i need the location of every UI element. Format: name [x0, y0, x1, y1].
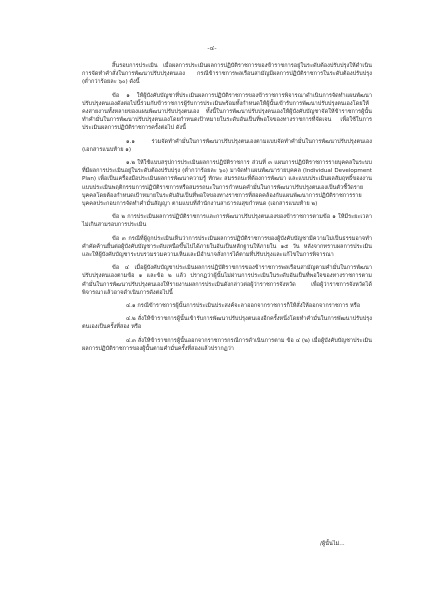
paragraph-clause-4: ข้อ ๔ เมื่อผู้บังคับบัญชาประเมินผลการปฏิบัติราชการของข้าราชการพลเรือนสามัญตามคำมั่นในการพัฒนาปรับปรุงตนเองตามข้อ ๑ และข้อ ๒ แล้ว ปรากฏว่าผู้นั้นไม่ผ่านการประเมินในระดับอันเป็นที่พอใจของทางราชการตามคำมั่นในการพัฒนาปรับปรุงตนเองให้รายงานผลการประเมินดังกล่าวต่อผู้ว่าราชการจังหวัด เพื่อผู้ว่าราชการจังหวัดได้พิจารณาแล้วอาจดำเนินการดังต่อไปนี้: [82, 265, 372, 296]
paragraph-clause-3: ข้อ ๓ กรณีที่ผู้ถูกประเมินเห็นว่าการประเมินผลการปฏิบัติราชการของผู้บังคับบัญชามีความไม่เป็นธรรมอาจทำคำคัดค้านยื่นต่อผู้บังคับบัญชาระดับเหนือขึ้นไปได้ภายในอันเป็นหลักฐานให้ภายใน ๑๕ วัน หลังจากทราบผลการประเมินและให้ผู้บังคับบัญชาระบบรวมรวมความเห็นและมีอำนาจสั่งการได้ตามที่ปรับปรุงและแก้ไขในการพิจารณา: [82, 235, 372, 259]
paragraph-intro: สิ้นรอบการประเมิน เมื่อผลการประเมินผลการปฏิบัติราชการของข้าราชการอยู่ในระดับต้องปรับปรุงให้ดำเนินการจัดทำคำสั่งในการพัฒนาปรับปรุงตนเอง กรณีข้าราชการพลเรือนสามัญมีผลการปฏิบัติราชการในระดับต้องปรับปรุง (ต่ำกว่าร้อยละ ๖๐) ดังนี้: [82, 63, 372, 86]
page-number: -๔-: [207, 45, 217, 52]
paragraph-clause-1-2: ๑.๒ ให้ใช้แบบสรุปการประเมินผลการปฏิบัติราชการ ส่วนที่ ๓ แผนการปฏิบัติราชการรายบุคคลในระบบที่มีผลการประเมินอยู่ในระดับต้องปรับปรุง (ต่ำกว่าร้อยละ ๖๐) มาจัดทำแผนพัฒนารายบุคคล (Individual Development Plan) เพื่อเป็นเครื่องมือประเมินผลการพัฒนาความรู้ ทักษะ สมรรถนะที่ต้องการพัฒนา และแบบประเมินผลสัมฤทธิ์ของงาน แบบประเมินพฤติกรรมการปฏิบัติราชการหรือสมรรถนะในการกำหนดคำมั่นในการพัฒนาปรับปรุงตนเองเป็นตัวชี้วัดรายบุคคลโดยต้องกำหนดเป้าหมายในระดับอันเป็นที่พอใจของทางราชการที่สอดคล้องกับแผนพัฒนาการปฏิบัติราชการรายบุคคลประกอบการจัดทำคำมั่นสัญญา ตามแบบที่สำนักงานสาธารณสุขกำหนด (เอกสารแนบท้าย ๒): [82, 160, 372, 208]
paragraph-clause-4-2: ๔.๒ สั่งให้ข้าราชการผู้นั้นเข้ารับการพัฒนาปรับปรุงตนเองอีกครั้งหนึ่งโดยทำคำมั่นในการพัฒนาปรับปรุงตนเองเป็นครั้งที่สอง หรือ: [82, 316, 372, 331]
continuation-marker: /ผู้นั้นไม่...: [320, 541, 345, 547]
paragraph-clause-1: ข้อ ๑ ให้ผู้บังคับบัญชาที่ประเมินผลการปฏิบัติราชการของข้าราชการพิจารณาดำเนินการจัดทำแผนพัฒนาปรับปรุงตนเองดังต่อไปนี้ร่วมกับข้าราชการผู้รับการประเมินพร้อมทั้งกำหนดให้ผู้นั้นเข้ารับการพัฒนาปรับปรุงตนเองโดยให้คงสายงานทั้งหลายของแผนพัฒนาปรับปรุงตนเอง ทั้งนี้ในการพัฒนาปรับปรุงตนเองให้ผู้บังคับบัญชาจัดให้ข้าราชการผู้นั้นทำคำมั่นในการพัฒนาปรับปรุงตนเองโดยกำหนดเป้าหมายในระดับอันเป็นที่พอใจของทางราชการที่จัดเจน เพื่อใช้ในการประเมินผลการปฏิบัติราชการครั้งต่อไป ดังนี้: [82, 92, 372, 132]
document-body: [82, 62, 372, 353]
paragraph-clause-1-1: ๑.๑ ร่วมจัดทำคำมั่นในการพัฒนาปรับปรุงตนเองตามแบบจัดทำคำมั่นในการพัฒนาปรับปรุงตนเอง (เอกสารแนบท้าย ๑): [82, 138, 372, 153]
paragraph-clause-4-1: ๔.๑ กรณีข้าราชการผู้นั้นการประเมินประสงค์จะลาออกจากราชการก็ให้สั่งให้ออกจากราชการ หรือ: [126, 303, 361, 310]
paragraph-clause-2: ข้อ ๒ การประเมินผลการปฏิบัติราชการและการพัฒนาปรับปรุงตนเองของข้าราชการตามข้อ ๑ ให้มีระยะเวลาไม่เกินสามรอบการประเมิน: [82, 214, 372, 229]
paragraph-clause-4-3: ๔.๓ สั่งให้ข้าราชการผู้นั้นออกจากราชการกรณีการดำเนินการตาม ข้อ ๔ (๒) เมื่อผู้บังคับบัญชาประเมินผลการปฏิบัติราชการของผู้นั้นตามคำมั่นครั้งที่สองแล้วปรากฏว่า: [82, 337, 372, 352]
